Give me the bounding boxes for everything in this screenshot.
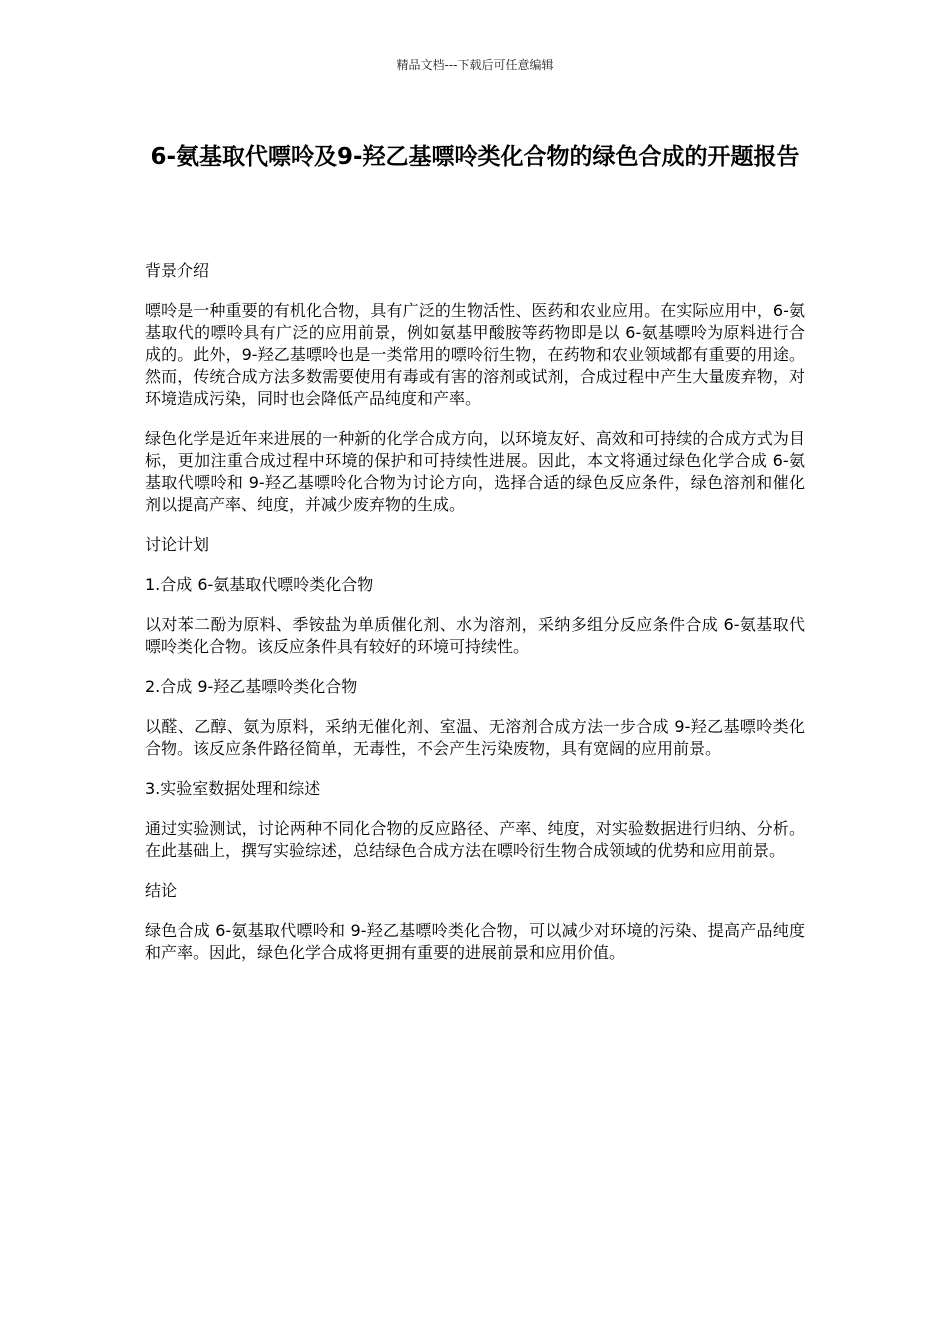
section-heading-conclusion: 结论: [145, 881, 178, 900]
section-heading-background: 背景介绍: [145, 261, 210, 280]
section-heading-plan: 讨论计划: [145, 535, 210, 554]
page-header-watermark: 精品文档---下载后可任意编辑: [396, 58, 554, 72]
subheading-plan-1: 1.合成 6-氨基取代嘌呤类化合物: [145, 575, 374, 594]
subheading-plan-3: 3.实验室数据处理和综述: [145, 779, 321, 798]
document-body: [145, 260, 805, 982]
paragraph-background-2: 绿色化学是近年来进展的一种新的化学合成方向，以环境友好、高效和可持续的合成方式为目标，更加注重合成过程中环境的保护和可持续性进展。因此，本文将通过绿色化学合成 6-氨基取代嘌呤和 9-羟乙基嘌呤化合物为讨论方向，选择合适的绿色反应条件，绿色溶剂和催化剂以提高产率、纯度，并减少废弃物的生成。: [145, 429, 805, 514]
paragraph-background-1: 嘌呤是一种重要的有机化合物，具有广泛的生物活性、医药和农业应用。在实际应用中，6-氨基取代的嘌呤具有广泛的应用前景，例如氨基甲酸胺等药物即是以 6-氨基嘌呤为原料进行合成的。此外，9-羟乙基嘌呤也是一类常用的嘌呤衍生物，在药物和农业领域都有重要的用途。然而，传统合成方法多数需要使用有毒或有害的溶剂或试剂，合成过程中产生大量废弃物，对环境造成污染，同时也会降低产品纯度和产率。: [145, 301, 805, 408]
paragraph-plan-1: 以对苯二酚为原料、季铵盐为单质催化剂、水为溶剂，采纳多组分反应条件合成 6-氨基取代嘌呤类化合物。该反应条件具有较好的环境可持续性。: [145, 615, 805, 656]
paragraph-plan-2: 以醛、乙醇、氨为原料，采纳无催化剂、室温、无溶剂合成方法一步合成 9-羟乙基嘌呤类化合物。该反应条件路径简单，无毒性，不会产生污染废物，具有宽阔的应用前景。: [145, 717, 805, 758]
subheading-plan-2: 2.合成 9-羟乙基嘌呤类化合物: [145, 677, 358, 696]
paragraph-plan-3: 通过实验测试，讨论两种不同化合物的反应路径、产率、纯度，对实验数据进行归纳、分析。在此基础上，撰写实验综述，总结绿色合成方法在嘌呤衍生物合成领域的优势和应用前景。: [145, 819, 805, 860]
document-title: 6-氨基取代嘌呤及9-羟乙基嘌呤类化合物的绿色合成的开题报告: [150, 144, 800, 170]
paragraph-conclusion: 绿色合成 6-氨基取代嘌呤和 9-羟乙基嘌呤类化合物，可以减少对环境的污染、提高产品纯度和产率。因此，绿色化学合成将更拥有重要的进展前景和应用价值。: [145, 921, 805, 962]
